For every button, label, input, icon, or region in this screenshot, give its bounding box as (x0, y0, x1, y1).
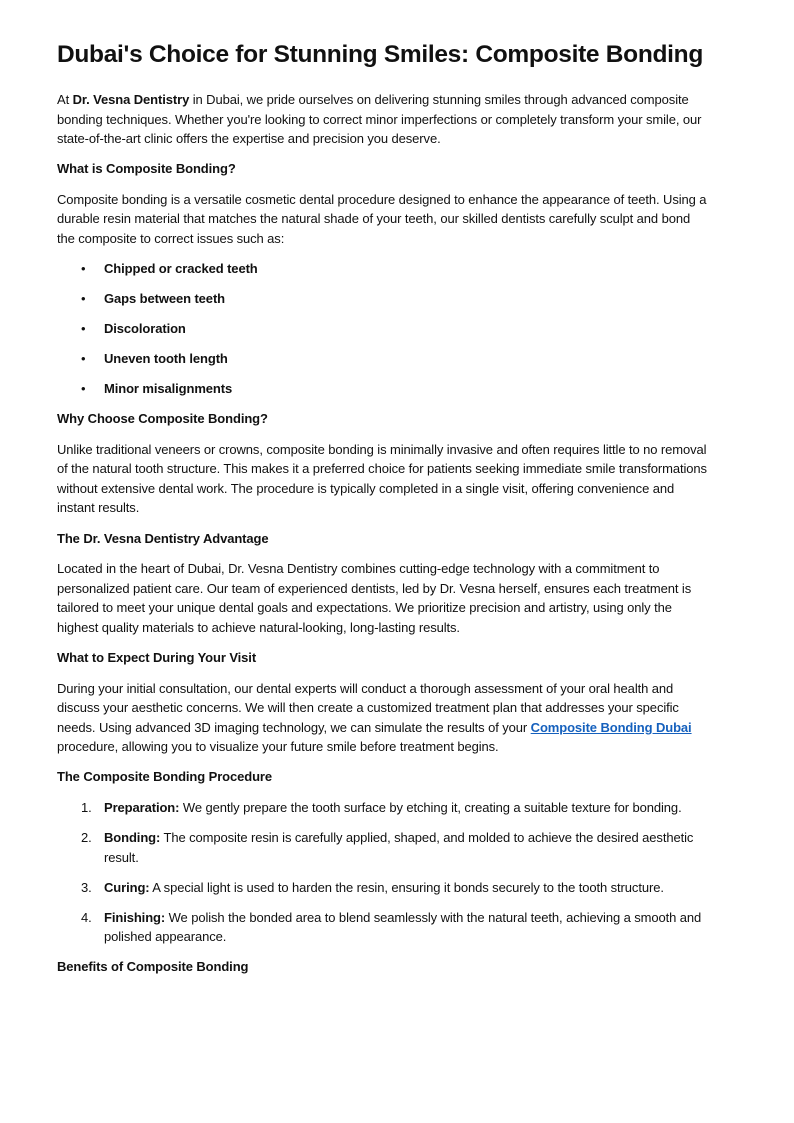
step-number: 1. (81, 800, 92, 816)
expect-text-end: procedure, allowing you to visualize your future smile before treatment begins. (57, 739, 499, 755)
procedure-step (57, 878, 707, 898)
clinic-name: Dr. Vesna Dentistry (72, 92, 190, 107)
list-item (57, 319, 707, 339)
list-item-text: Gaps between teeth (104, 291, 226, 307)
expect-text-start: During your initial consultation, our dental experts will conduct a thorough assessment of your oral health and discuss your aesthetic concerns. We will then create a customized treatment plan that addresses your specific needs. Using advanced 3D imaging technology, we can simulate the results of your (57, 680, 679, 735)
page-title: Dubai's Choice for Stunning Smiles: Composite Bonding (57, 41, 703, 68)
composite-bonding-dubai-link[interactable]: Composite Bonding Dubai (530, 719, 692, 735)
bullet-icon: • (81, 291, 86, 307)
bullet-icon: • (81, 351, 86, 367)
step-text: We gently prepare the tooth surface by etching it, creating a suitable texture for bonding. (179, 800, 682, 816)
step-text: A special light is used to harden the resin, ensuring it bonds securely to the tooth structure. (149, 879, 664, 895)
what-is-heading: What is Composite Bonding? (57, 161, 236, 177)
document-page (57, 40, 707, 988)
bullet-icon: • (81, 321, 86, 337)
issues-list (57, 259, 707, 399)
bullet-icon: • (81, 261, 86, 277)
expect-paragraph (57, 679, 707, 757)
list-item (57, 379, 707, 399)
intro-text-start: At (57, 92, 73, 107)
step-number: 4. (81, 909, 92, 925)
step-label: Bonding: (104, 830, 161, 846)
step-label: Curing: (104, 879, 150, 895)
step-number: 2. (81, 830, 92, 846)
step-text: We polish the bonded area to blend seamlessly with the natural teeth, achieving a smooth and polished appearance. (104, 909, 702, 945)
why-paragraph: Unlike traditional veneers or crowns, composite bonding is minimally invasive and often requires little to no removal of the natural tooth structure. This makes it a preferred choice for patients seeking immediate smile transformations without extensive dental work. The procedure is typically completed in a single visit, offering convenience and instant results. (57, 441, 707, 516)
procedure-step (57, 828, 707, 867)
procedure-steps-list (57, 798, 707, 947)
advantage-heading: The Dr. Vesna Dentistry Advantage (57, 530, 269, 546)
bullet-icon: • (81, 381, 86, 397)
list-item-text: Chipped or cracked teeth (104, 261, 258, 277)
intro-paragraph (57, 90, 707, 149)
step-number: 3. (81, 879, 92, 895)
list-item (57, 259, 707, 279)
procedure-step (57, 908, 707, 947)
list-item-text: Uneven tooth length (104, 351, 228, 367)
why-heading: Why Choose Composite Bonding? (57, 411, 268, 427)
advantage-paragraph: Located in the heart of Dubai, Dr. Vesna Dentistry combines cutting-edge technology with a commitment to personalized patient care. Our team of experienced dentists, led by Dr. Vesna herself, ensures each treatment is tailored to meet your unique dental goals and expectations. We prioritize precision and artistry, using only the highest quality materials to achieve natural-looking, long-lasting results. (57, 561, 692, 635)
intro-text-end: in Dubai, we pride ourselves on delivering stunning smiles through advanced composite bonding techniques. Whether you're looking to correct minor imperfections or completely transform your smile, our state-of-the-art clinic offers the expertise and precision you deserve. (57, 92, 702, 147)
step-label: Finishing: (104, 909, 166, 925)
step-text: The composite resin is carefully applied, shaped, and molded to achieve the desired aesthetic result. (104, 830, 694, 865)
list-item-text: Discoloration (104, 321, 186, 337)
expect-heading: What to Expect During Your Visit (57, 650, 257, 666)
list-item (57, 349, 707, 369)
what-is-paragraph: Composite bonding is a versatile cosmetic dental procedure designed to enhance the appearance of teeth. Using a durable resin material that matches the natural shade of your teeth, our skilled dentists carefully sculpt and bond the composite to correct issues such as: (57, 191, 707, 247)
list-item (57, 289, 707, 309)
list-item-text: Minor misalignments (104, 381, 233, 397)
procedure-heading: The Composite Bonding Procedure (57, 769, 273, 785)
step-label: Preparation: (104, 800, 180, 816)
procedure-step (57, 798, 707, 818)
benefits-heading: Benefits of Composite Bonding (57, 959, 249, 975)
